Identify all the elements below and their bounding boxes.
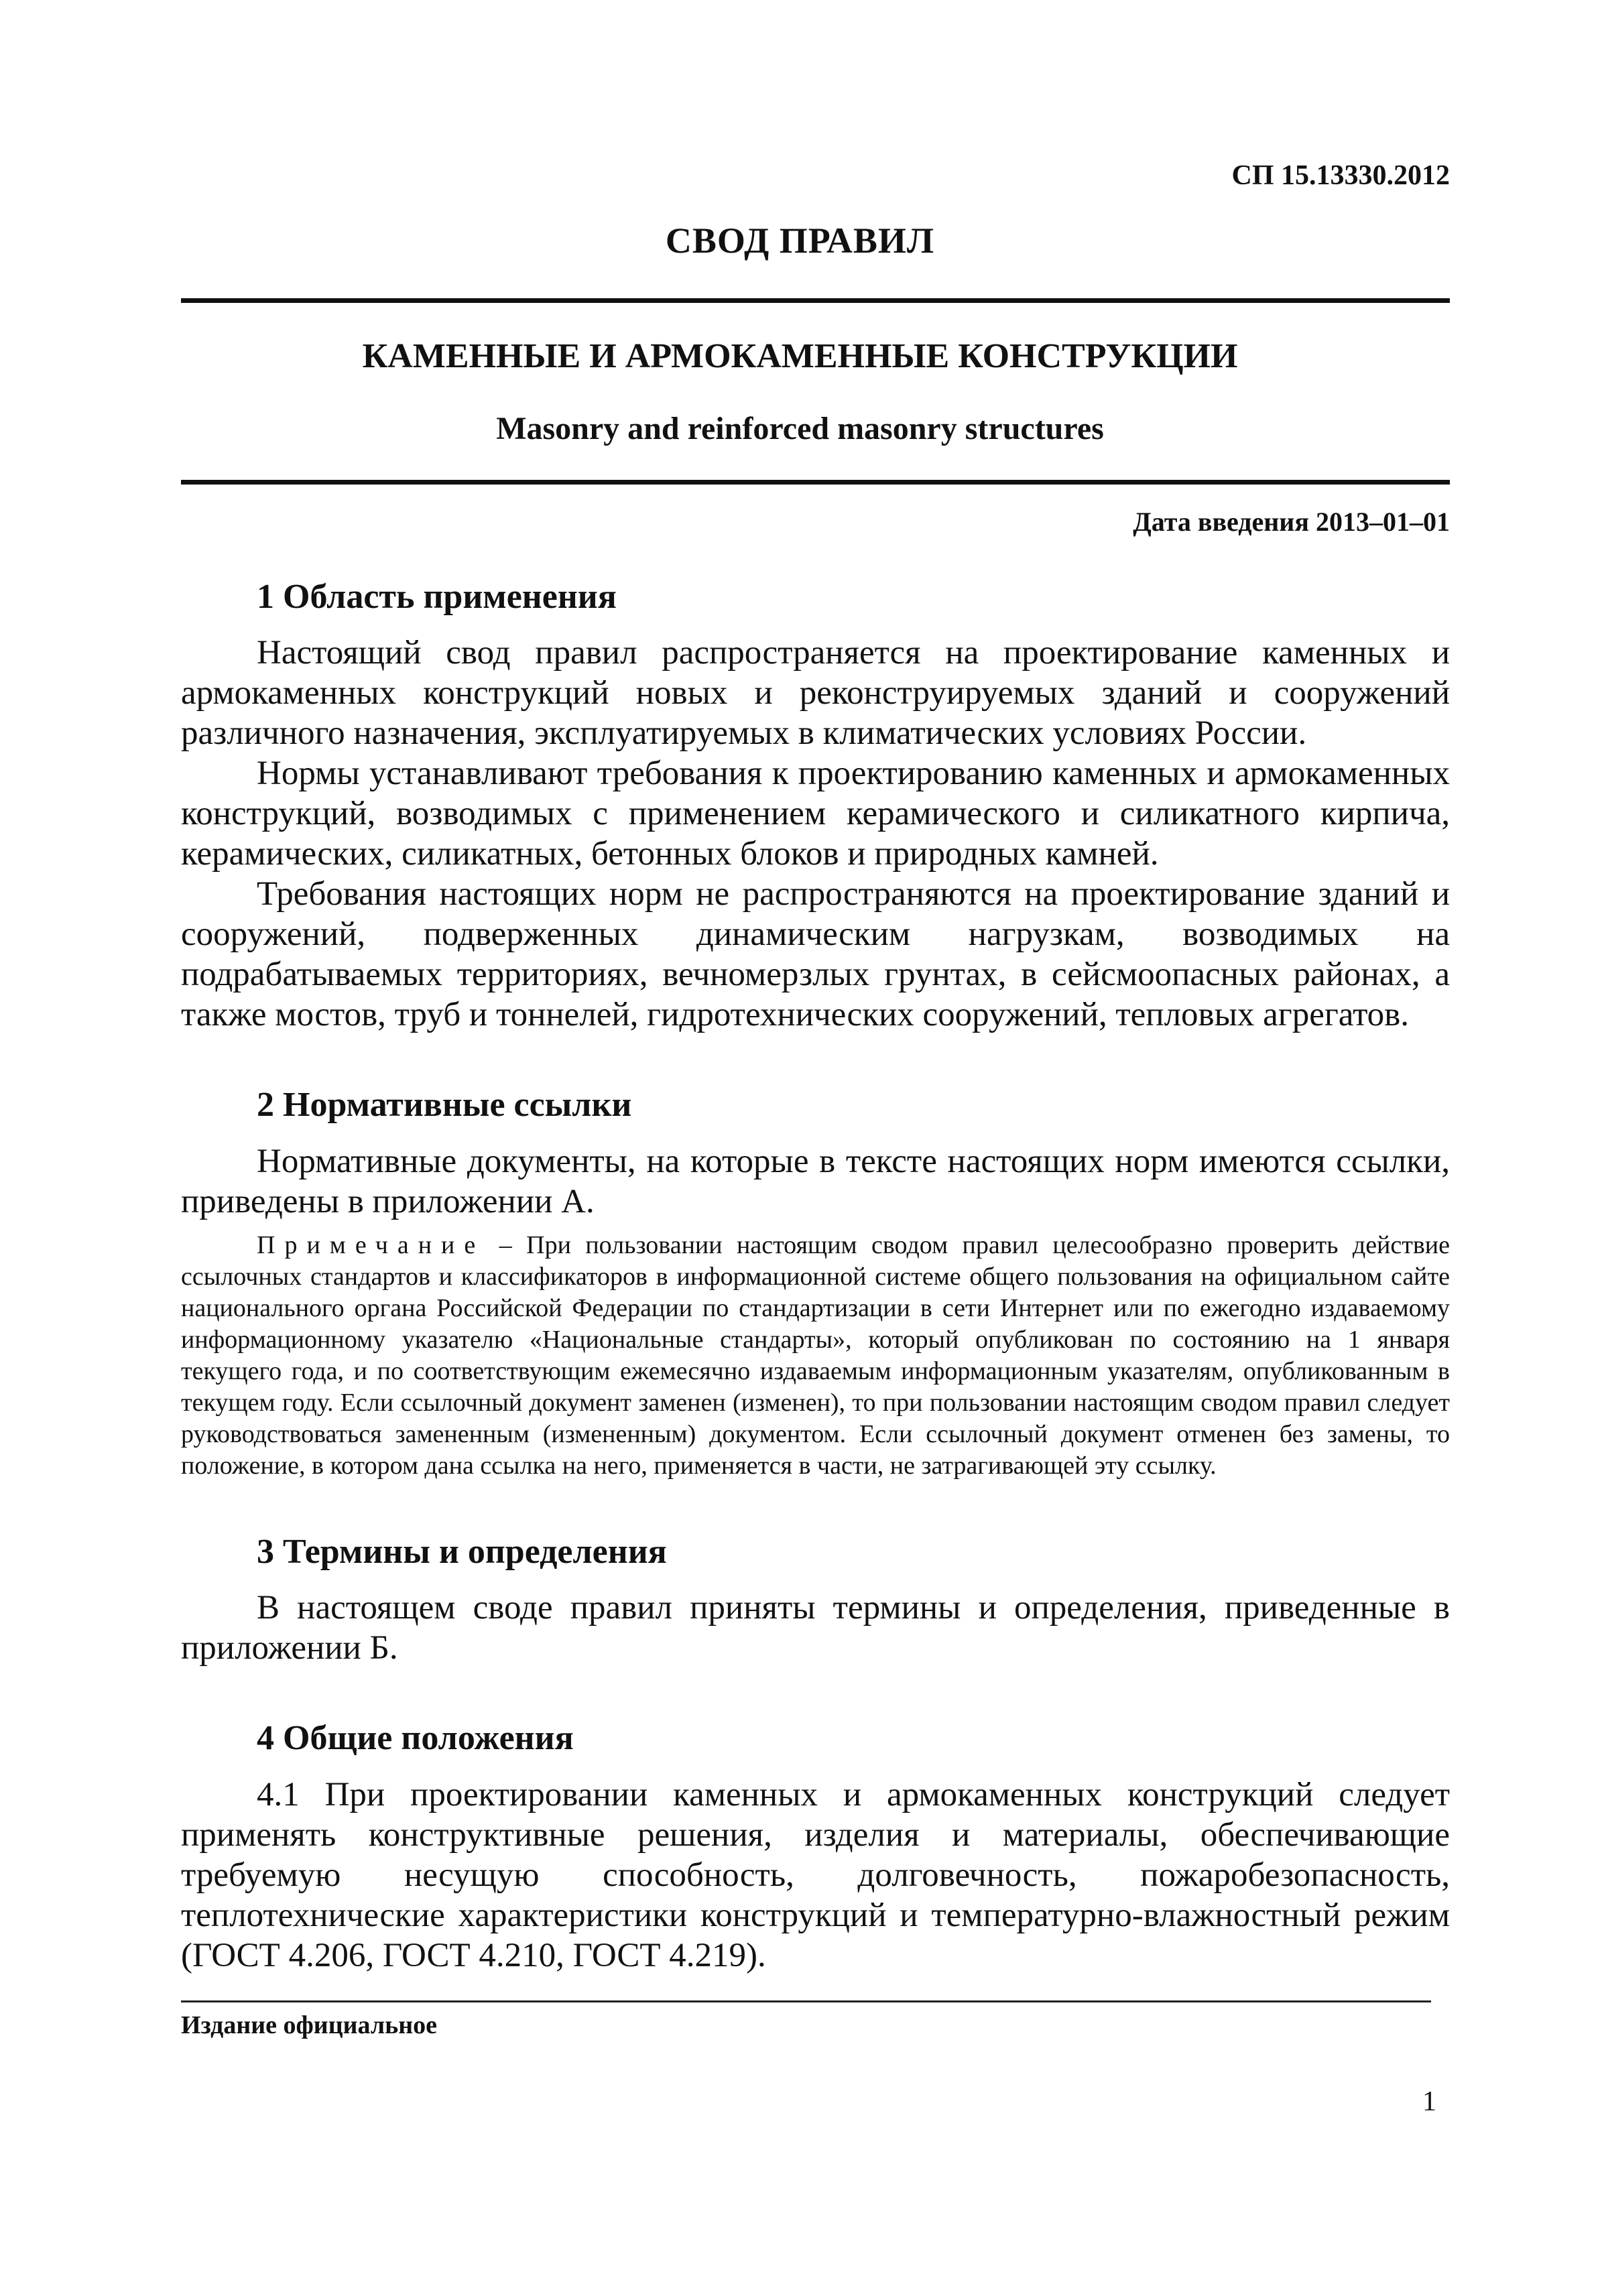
document-code: СП 15.13330.2012 xyxy=(1231,160,1450,191)
section-heading: 3 Термины и определения xyxy=(257,1532,667,1571)
section-heading: 2 Нормативные ссылки xyxy=(257,1086,632,1125)
section-heading: 1 Область применения xyxy=(257,578,617,616)
paragraph: В настоящем своде правил приняты термины и определения, приведенные в приложении Б. xyxy=(181,1589,1450,1667)
paragraph: Нормативные документы, на которые в тексте настоящих норм имеются ссылки, приведены в приложении А. xyxy=(181,1142,1450,1220)
paragraph: Настоящий свод правил распространяется на проектирование каменных и армокаменных конструкций новых и реконструируемых зданий и сооружений различного назначения, эксплуатируемых в климатических условиях России. xyxy=(181,634,1450,753)
note xyxy=(181,1230,1450,1482)
paragraph: 4.1 При проектировании каменных и армокаменных конструкций следует применять конструктивные решения, изделия и материалы, обеспечивающие требуемую несущую способность, долговечность, пожаробезопасность, теплотехнические характеристики конструкций и температурно-влажностный режим (ГОСТ 4.206, ГОСТ 4.210, ГОСТ 4.219). xyxy=(181,1775,1450,1974)
title-divider xyxy=(181,480,1450,485)
page-number: 1 xyxy=(1422,2086,1436,2117)
introduction-date: Дата введения 2013–01–01 xyxy=(1133,507,1450,537)
section-heading: 4 Общие положения xyxy=(257,1719,574,1758)
note-text: – При пользовании настоящим сводом правил целесообразно проверить действие ссылочных стандартов и классификаторов в информационной системе общего пользования на официальном сайте национального органа Российской Федерации по стандартизации в сети Интернет или по ежегодно издаваемому информационному указателю «Национальные стандарты», который опубликован по состоянию на 1 января текущего года, и по соответствующим ежемесячно издаваемым информационным указателям, опубликованным в текущем году. Если ссылочный документ заменен (изменен), то при пользовании настоящим сводом правил следует руководствоваться замененным (измененным) документом. Если ссылочный документ отменен без замены, то положение, в котором дана ссылка на него, применяется в части, не затрагивающей эту ссылку. xyxy=(181,1230,1451,1480)
section-normative-references xyxy=(181,1084,1450,1481)
document-title: КАМЕННЫЕ И АРМОКАМЕННЫЕ КОНСТРУКЦИИ xyxy=(362,337,1238,375)
paragraph: Требования настоящих норм не распространяются на проектирование зданий и сооружений, подверженных динамическим нагрузкам, возводимых на подрабатываемых территориях, вечномерзлых грунтах, в сейсмоопасных районах, а также мостов, труб и тоннелей, гидротехнических сооружений, тепловых агрегатов. xyxy=(181,875,1450,1034)
note-label: Примечание xyxy=(257,1230,485,1259)
section-general-provisions xyxy=(181,1718,1450,1975)
document-body xyxy=(181,576,1450,2025)
footer-divider xyxy=(181,2000,1431,2002)
series-title: СВОД ПРАВИЛ xyxy=(665,220,935,261)
paragraph: Нормы устанавливают требования к проектированию каменных и армокаменных конструкций, возводимых с применением керамического и силикатного кирпича, керамических, силикатных, бетонных блоков и природных камней. xyxy=(181,755,1450,873)
section-terms xyxy=(181,1531,1450,1668)
edition-label: Издание официальное xyxy=(181,2011,438,2039)
top-divider xyxy=(181,298,1450,303)
section-scope xyxy=(181,576,1450,1035)
english-title: Masonry and reinforced masonry structures xyxy=(496,411,1104,446)
